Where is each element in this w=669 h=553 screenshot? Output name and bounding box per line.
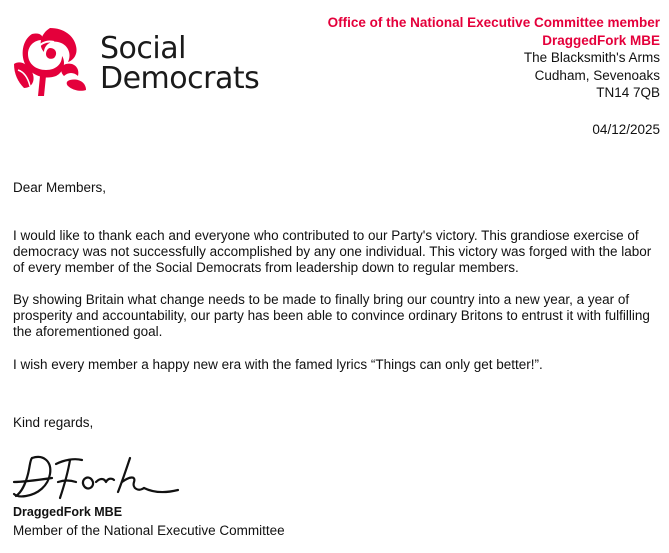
handwritten-signature	[12, 452, 182, 504]
party-wordmark	[100, 31, 260, 96]
wordmark-line-1: Social	[100, 31, 186, 66]
paragraph-1: I would like to thank each and everyone who contributed to our Party's victory. This grandiose exercise of democracy was not successfully accomplished by any one individual. This victory was forged with the labor of every member of the Social Democrats from leadership down to regular members.	[13, 228, 652, 275]
address-line-1: The Blacksmith's Arms	[523, 50, 660, 65]
signer-name: DraggedFork MBE	[13, 505, 123, 519]
sender-block	[328, 14, 660, 102]
address-line-2: Cudham, Sevenoaks	[534, 67, 660, 83]
salutation: Dear Members,	[13, 180, 107, 195]
red-rose-icon	[10, 24, 90, 98]
letter-date: 04/12/2025	[592, 122, 660, 137]
sender-name: DraggedFork MBE	[542, 32, 660, 48]
signer-role: Member of the National Executive Committee	[13, 523, 285, 538]
paragraph-2: By showing Britain what change needs to be made to finally bring our country into a new year, a year of prosperity and accountability, our party has been able to convince ordinary Britons to entrust it with fulfilling the aforementioned goal.	[13, 292, 650, 339]
paragraph-3: I wish every member a happy new era with the famed lyrics “Things can only get better!”.	[13, 357, 543, 372]
party-logo	[10, 24, 260, 98]
postcode: TN14 7QB	[596, 85, 660, 100]
wordmark-line-2: Democrats	[100, 61, 260, 96]
closing: Kind regards,	[13, 415, 94, 430]
sender-office: Office of the National Executive Committee member	[327, 15, 660, 30]
